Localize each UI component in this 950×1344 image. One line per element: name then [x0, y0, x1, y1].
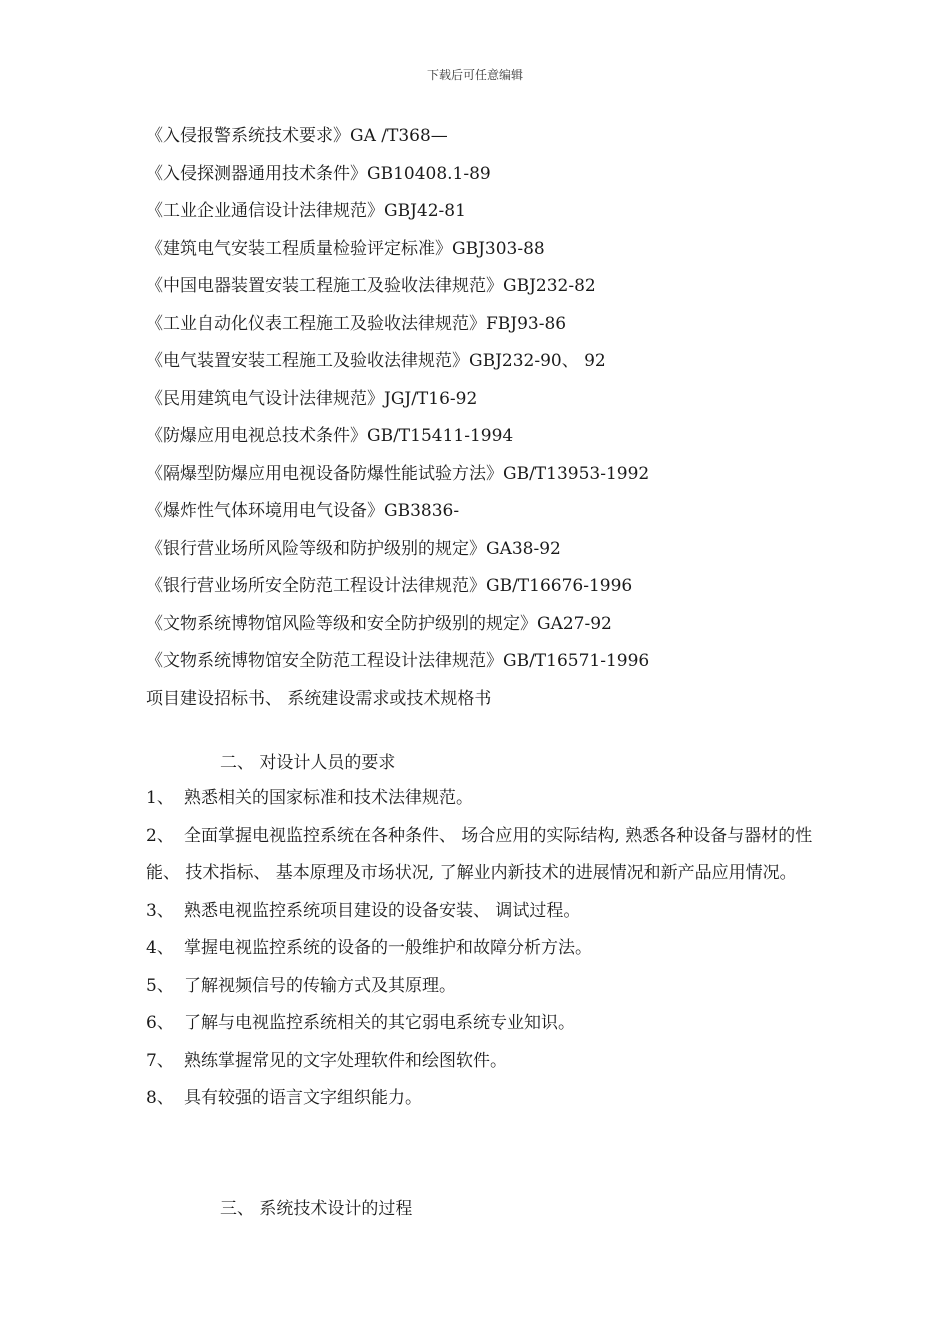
list-item-text: 具有较强的语言文字组织能力。: [184, 1088, 422, 1108]
page-header: 下载后可任意编辑: [426, 68, 523, 82]
list-item-text: 全面掌握电视监控系统在各种条件、 场合应用的实际结构, 熟悉各种设备与器材的性能、 技术指标、 基本原理及市场状况, 了解业内新技术的进展情况和新产品应用情况。: [146, 825, 813, 883]
standard-item: 《入侵报警系统技术要求》GA /T368—: [146, 126, 448, 146]
list-item-text: 了解视频信号的传输方式及其原理。: [184, 975, 456, 996]
section-heading-designer-requirements: 二、 对设计人员的要求: [220, 753, 396, 773]
list-item: [146, 893, 816, 931]
list-item-number: 5、: [146, 975, 174, 996]
standard-item: 《文物系统博物馆风险等级和安全防护级别的规定》GA27-92: [146, 613, 612, 634]
standard-item: 《爆炸性气体环境用电气设备》GB3836-: [146, 501, 460, 521]
list-item: [146, 1080, 816, 1118]
list-item: [146, 930, 816, 968]
standard-item: 《电气装置安装工程施工及验收法律规范》GBJ232-90、 92: [146, 351, 606, 371]
standard-item: 《工业企业通信设计法律规范》GBJ42-81: [146, 201, 466, 221]
list-item: [146, 818, 816, 893]
standard-item: 《银行营业场所风险等级和防护级别的规定》GA38-92: [146, 538, 561, 559]
list-item-text: 掌握电视监控系统的设备的一般维护和故障分析方法。: [184, 938, 592, 958]
standards-list: [146, 118, 836, 718]
list-item-number: 6、: [146, 1013, 174, 1033]
list-item-number: 8、: [146, 1088, 174, 1108]
list-item-text: 熟练掌握常见的文字处理软件和绘图软件。: [184, 1050, 507, 1071]
standard-item: 《入侵探测器通用技术条件》GB10408.1-89: [146, 163, 491, 184]
list-item-text: 熟悉电视监控系统项目建设的设备安装、 调试过程。: [184, 900, 581, 921]
standard-item: 《银行营业场所安全防范工程设计法律规范》GB/T16676-1996: [146, 576, 633, 596]
standard-item: 《民用建筑电气设计法律规范》JGJ/T16-92: [146, 388, 478, 409]
list-item-number: 7、: [146, 1050, 174, 1071]
standard-item: 《中国电器装置安装工程施工及验收法律规范》GBJ232-82: [146, 276, 596, 296]
list-item: [146, 780, 816, 818]
list-item-number: 4、: [146, 938, 174, 958]
standard-item: 《工业自动化仪表工程施工及验收法律规范》FBJ93-86: [146, 313, 567, 334]
list-item: [146, 1005, 816, 1043]
standard-item: 项目建设招标书、 系统建设需求或技术规格书: [146, 688, 492, 709]
list-item-text: 了解与电视监控系统相关的其它弱电系统专业知识。: [184, 1013, 575, 1033]
section-heading-design-process: 三、 系统技术设计的过程: [220, 1199, 413, 1219]
list-item-number: 2、: [146, 825, 174, 846]
list-item-text: 熟悉相关的国家标准和技术法律规范。: [184, 788, 473, 808]
requirements-list: [146, 780, 816, 1118]
standard-item: 《隔爆型防爆应用电视设备防爆性能试验方法》GB/T13953-1992: [146, 463, 650, 484]
standard-item: 《防爆应用电视总技术条件》GB/T15411-1994: [146, 426, 514, 446]
list-item-number: 1、: [146, 788, 174, 808]
list-item: [146, 1043, 816, 1081]
list-item: [146, 968, 816, 1006]
list-item-number: 3、: [146, 900, 174, 921]
standard-item: 《建筑电气安装工程质量检验评定标准》GBJ303-88: [146, 238, 545, 259]
standard-item: 《文物系统博物馆安全防范工程设计法律规范》GB/T16571-1996: [146, 651, 650, 671]
